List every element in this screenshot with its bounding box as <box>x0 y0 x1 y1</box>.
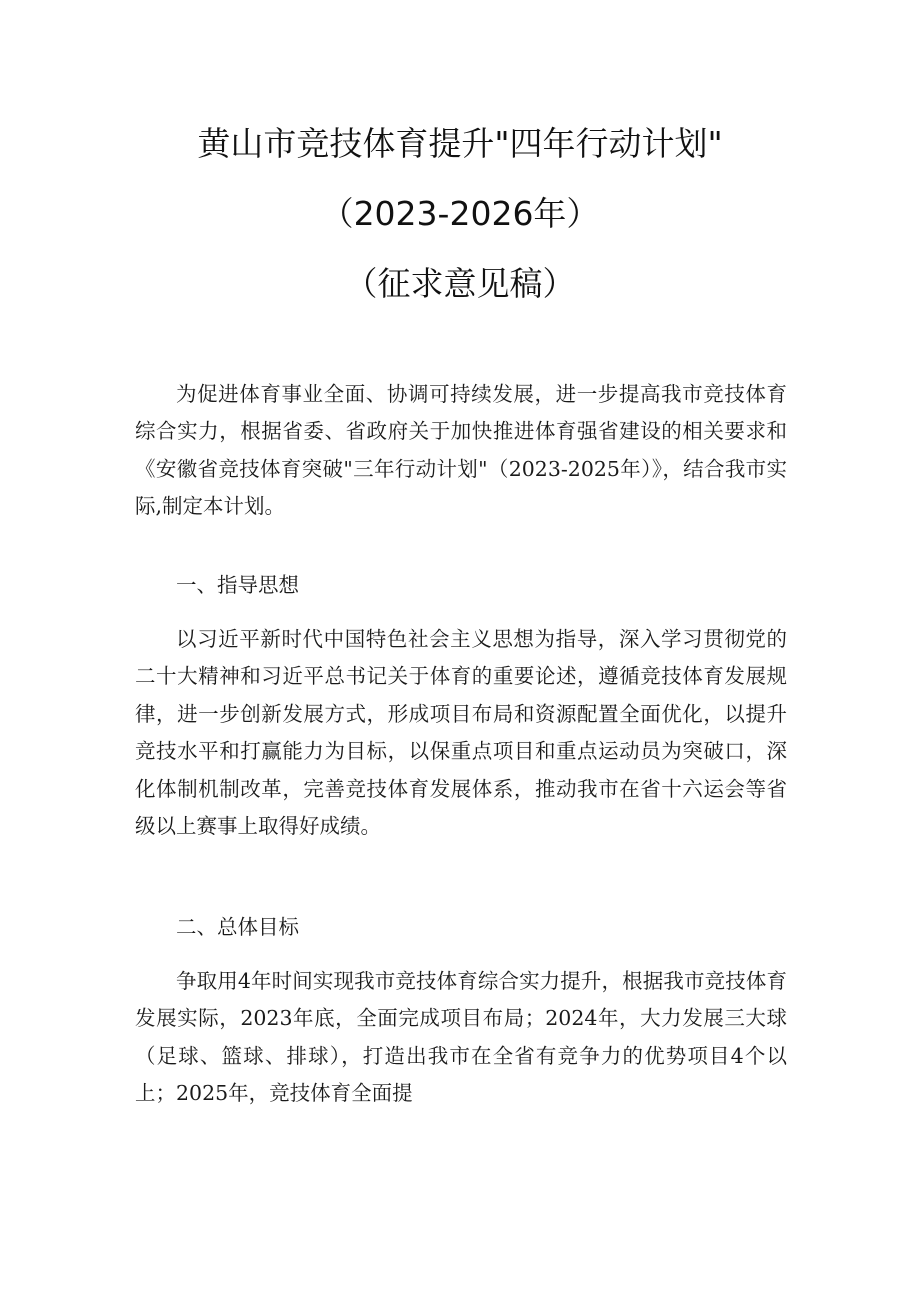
document-title-draft-note: （征求意见稿） <box>344 264 576 303</box>
overall-goals-paragraph-block <box>135 963 787 1113</box>
guiding-ideology-paragraph-block <box>135 621 787 845</box>
intro-paragraph-block <box>135 376 787 526</box>
document-title: 黄山市竞技体育提升"四年行动计划" <box>197 124 723 163</box>
overall-goals-paragraph: 争取用4年时间实现我市竞技体育综合实力提升，根据我市竞技体育发展实际，2023年底，全面完成项目布局；2024年，大力发展三大球（足球、篮球、排球），打造出我市在全省有竞争力的优势项目4个以上；2025年，竞技体育全面提 <box>135 969 787 1106</box>
intro-paragraph: 为促进体育事业全面、协调可持续发展，进一步提高我市竞技体育综合实力，根据省委、省政府关于加快推进体育强省建设的相关要求和《安徽省竞技体育突破"三年行动计划"（2023-2025年）》，结合我市实际,制定本计划。 <box>135 382 787 519</box>
section-heading-guiding-ideology: 一、指导思想 <box>176 573 299 597</box>
document-title-years: （2023-2026年） <box>320 194 600 233</box>
section-heading-overall-goals: 二、总体目标 <box>176 915 299 939</box>
guiding-ideology-paragraph: 以习近平新时代中国特色社会主义思想为指导，深入学习贯彻党的二十大精神和习近平总书记关于体育的重要论述，遵循竞技体育发展规律，进一步创新发展方式，形成项目布局和资源配置全面优化，以提升竞技水平和打赢能力为目标，以保重点项目和重点运动员为突破口，深化体制机制改革，完善竞技体育发展体系，推动我市在省十六运会等省级以上赛事上取得好成绩。 <box>135 627 787 839</box>
